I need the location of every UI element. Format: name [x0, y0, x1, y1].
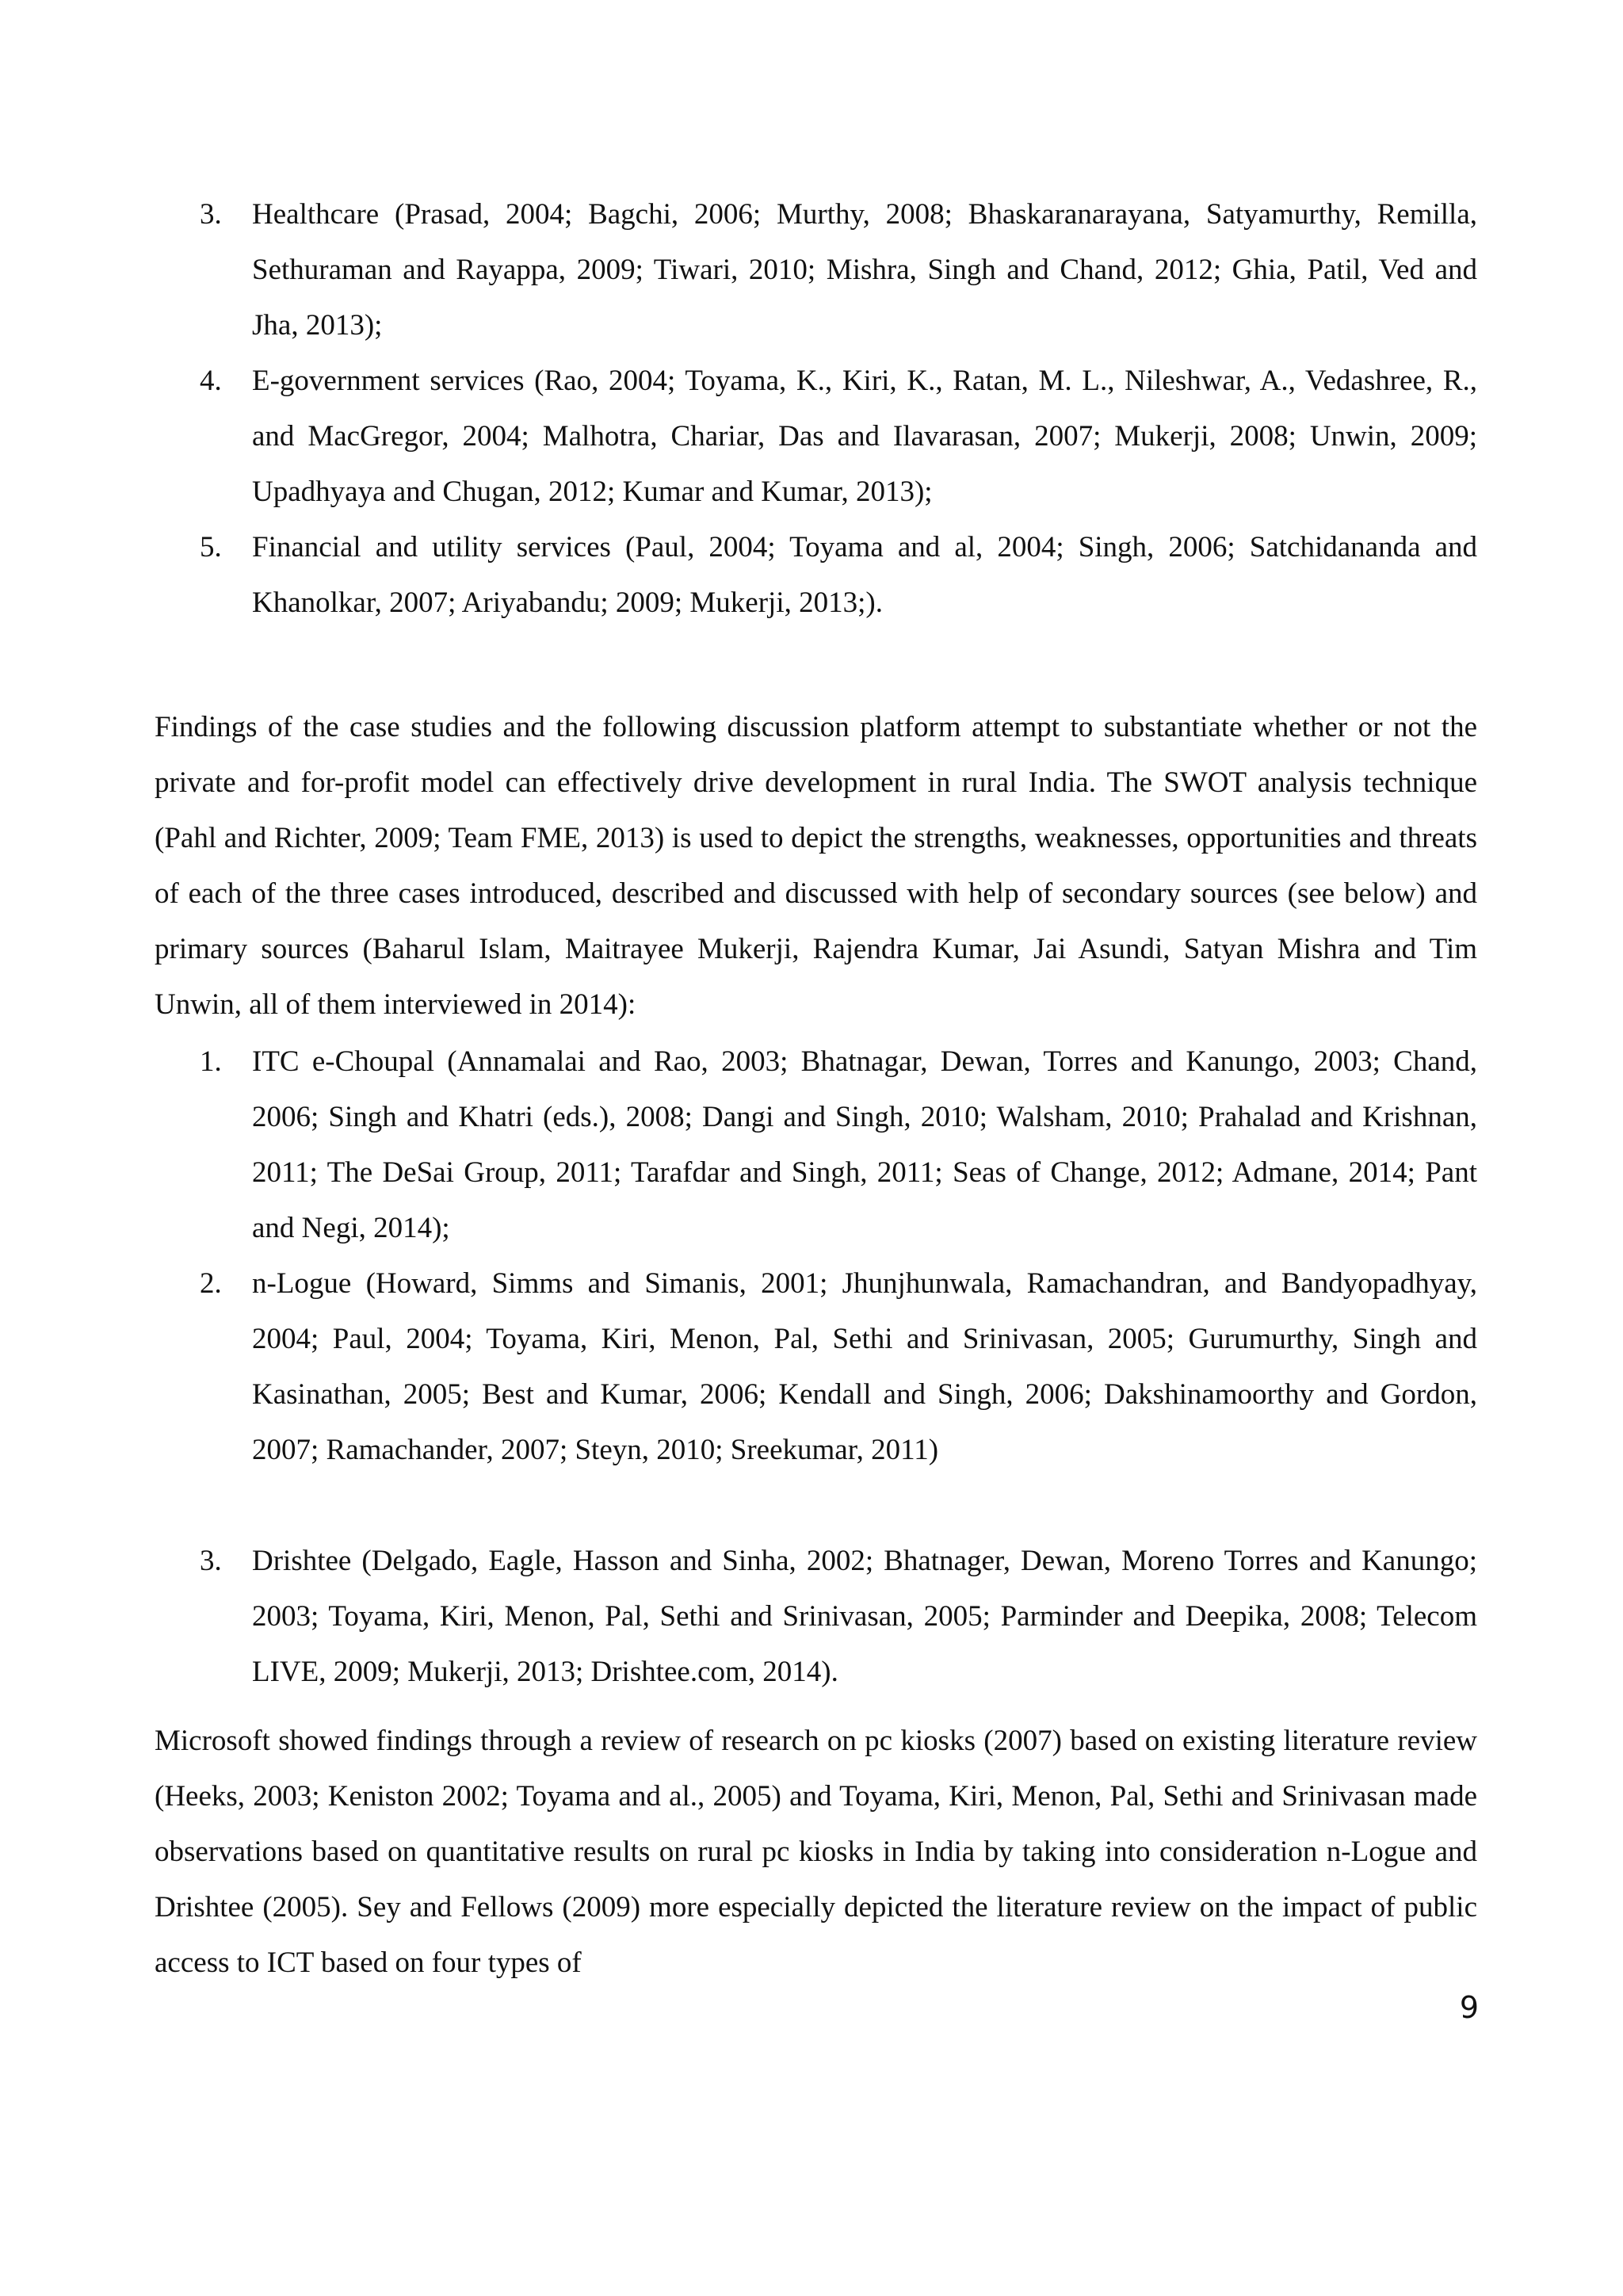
- list-item-text: Healthcare (Prasad, 2004; Bagchi, 2006; Murthy, 2008; Bhaskaranarayana, Satyamurthy, Remilla, Sethuraman and Rayappa, 2009; Tiwari, 2010; Mishra, Singh and Chand, 2012; Ghia, Patil, Ved and Jha, 2013);: [252, 198, 1477, 342]
- list-item-text: ITC e-Choupal (Annamalai and Rao, 2003; Bhatnagar, Dewan, Torres and Kanungo, 2003; Chand, 2006; Singh and Khatri (eds.), 2008; Dangi and Singh, 2010; Walsham, 2010; Prahalad and Krishnan, 2011; The DeSai Group, 2011; Tarafdar and Singh, 2011; Seas of Change, 2012; Admane, 2014; Pant and Negi, 2014);: [252, 1045, 1477, 1244]
- findings-paragraph: Findings of the case studies and the following discussion platform attempt to substantiate whether or not the private and for-profit model can effectively drive development in rural India. The SWOT analysis technique (Pahl and Richter, 2009; Team FME, 2013) is used to depict the strengths, weaknesses, opportunities and threats of each of the three cases introduced, described and discussed with help of secondary sources (see below) and primary sources (Baharul Islam, Maitrayee Mukerji, Rajendra Kumar, Jai Asundi, Satyan Mishra and Tim Unwin, all of them interviewed in 2014):: [155, 711, 1477, 1021]
- list-item-number: 1.: [200, 1045, 222, 1078]
- list-item-number: 3.: [200, 198, 222, 231]
- list-item-number: 3.: [200, 1545, 222, 1577]
- list-item-text: E-government services (Rao, 2004; Toyama, K., Kiri, K., Ratan, M. L., Nileshwar, A., Vedashree, R., and MacGregor, 2004; Malhotra, Chariar, Das and Ilavarasan, 2007; Mukerji, 2008; Unwin, 2009; Upadhyaya and Chugan, 2012; Kumar and Kumar, 2013);: [252, 365, 1477, 508]
- list-item-number: 5.: [200, 531, 222, 563]
- list-item-number: 2.: [200, 1267, 222, 1300]
- list-item-text: Drishtee (Delgado, Eagle, Hasson and Sinha, 2002; Bhatnager, Dewan, Moreno Torres and Kanungo; 2003; Toyama, Kiri, Menon, Pal, Sethi and Srinivasan, 2005; Parminder and Deepika, 2008; Telecom LIVE, 2009; Mukerji, 2013; Drishtee.com, 2014).: [252, 1545, 1477, 1688]
- microsoft-paragraph: Microsoft showed findings through a review of research on pc kiosks (2007) based on existing literature review (Heeks, 2003; Keniston 2002; Toyama and al., 2005) and Toyama, Kiri, Menon, Pal, Sethi and Srinivasan made observations based on quantitative results on rural pc kiosks in India by taking into consideration n-Logue and Drishtee (2005). Sey and Fellows (2009) more especially depicted the literature review on the impact of public access to ICT based on four types of: [155, 1725, 1477, 1979]
- list-item-text: Financial and utility services (Paul, 2004; Toyama and al, 2004; Singh, 2006; Satchidananda and Khanolkar, 2007; Ariyabandu; 2009; Mukerji, 2013;).: [252, 531, 1477, 619]
- list-item-number: 4.: [200, 365, 222, 397]
- list-item-text: n-Logue (Howard, Simms and Simanis, 2001; Jhunjhunwala, Ramachandran, and Bandyopadhyay, 2004; Paul, 2004; Toyama, Kiri, Menon, Pal, Sethi and Srinivasan, 2005; Gurumurthy, Singh and Kasinathan, 2005; Best and Kumar, 2006; Kendall and Singh, 2006; Dakshinamoorthy and Gordon, 2007; Ramachander, 2007; Steyn, 2010; Sreekumar, 2011): [252, 1267, 1477, 1466]
- page-number: 9: [1459, 1990, 1479, 2025]
